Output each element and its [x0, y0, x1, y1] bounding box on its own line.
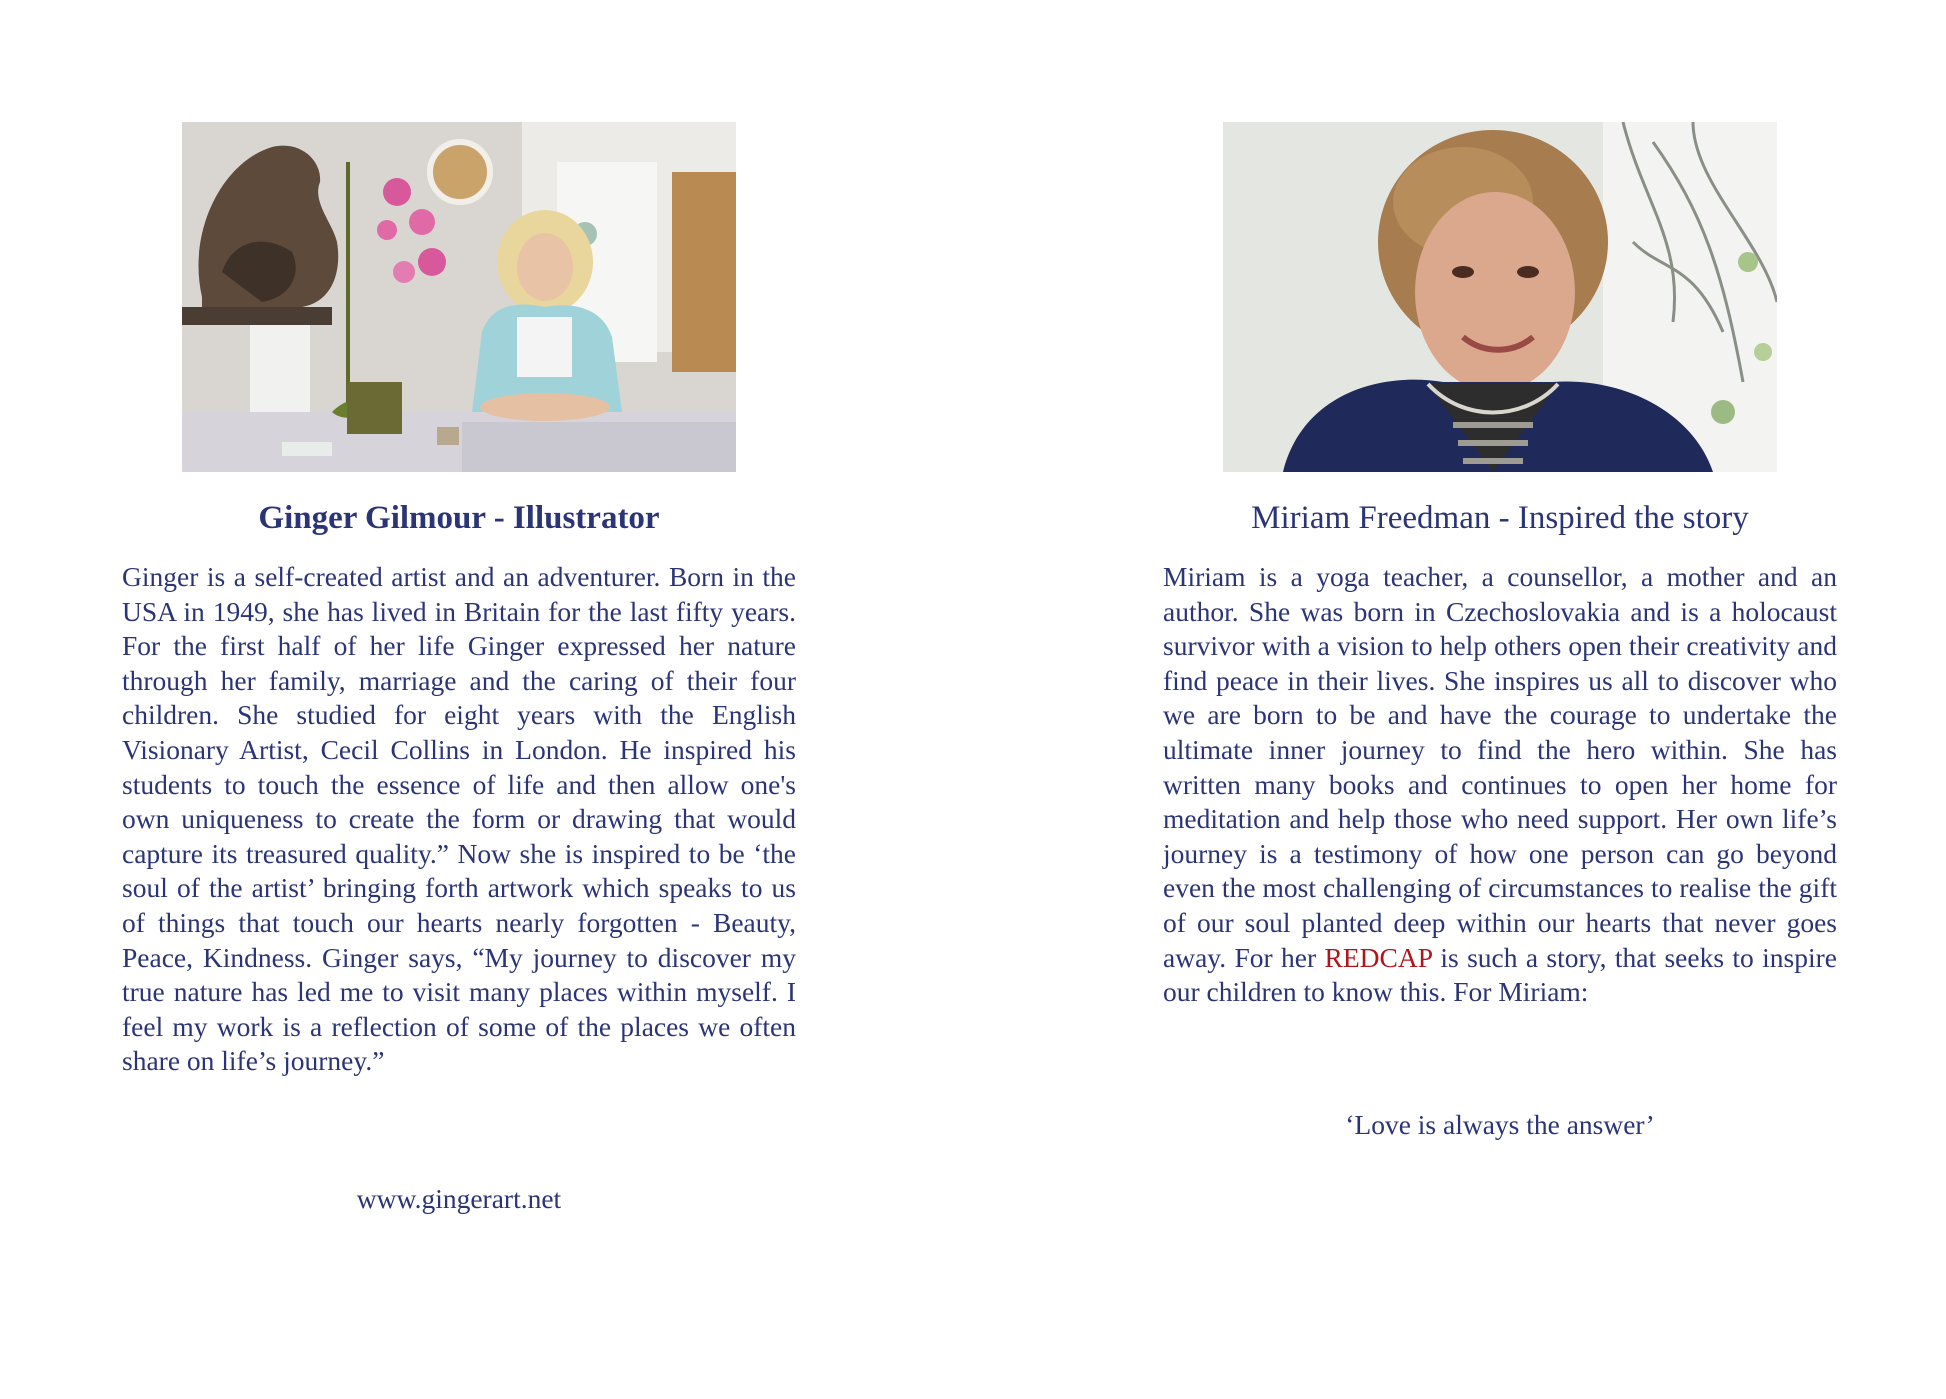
miriam-photo [1223, 122, 1777, 472]
website-link[interactable]: www.gingerart.net [356, 1183, 562, 1214]
ginger-photo [182, 122, 736, 472]
right-page [973, 0, 1946, 1399]
miriam-bio [1163, 560, 1837, 1010]
ginger-heading: Ginger Gilmour - Illustrator [258, 500, 660, 536]
miriam-bio-part2: is such a story, that seeks to inspire our children to know this. For Miriam: [1163, 941, 1837, 1008]
ginger-bio: Ginger is a self-created artist and an adventurer. Born in the USA in 1949, she has lived in Britain for the last fifty years. For the first half of her life Ginger expressed her nature through her family, marriage and the caring of their four children. She studied for eight years with the English Visionary Artist, Cecil Collins in London. He inspired his students to touch the essence of life and then allow one's own uniqueness to create the form or drawing that would capture its treasured quality.” Now she is inspired to be ‘the soul of the artist’ bringing forth artwork which speaks to us of things that touch our hearts nearly forgotten - Beauty, Peace, Kindness. Ginger says, “My journey to discover my true nature has led me to visit many places within myself. I feel my work is a reflection of some of the places we often share on life’s journey.” [122, 561, 796, 1077]
redcap-highlight: REDCAP [1324, 941, 1432, 973]
miriam-quote: ‘Love is always the answer’ [1345, 1109, 1655, 1140]
miriam-heading: Miriam Freedman - Inspired the story [1251, 500, 1749, 536]
miriam-bio-part1: Miriam is a yoga teacher, a counsellor, a mother and an author. She was born in Czechoslovakia and is a holocaust survivor with a vision to help others open their creativity and find peace in their lives. She inspires us all to discover who we are born to be and have the courage to undertake the ultimate inner journey to find the hero within. She has written many books and continues to open her home for meditation and help those who need support. Her own life’s journey is a testimony of how one person can go beyond even the most challenging of circumstances to realise the gift of our soul planted deep within our hearts that never goes away. For her [1163, 561, 1837, 973]
